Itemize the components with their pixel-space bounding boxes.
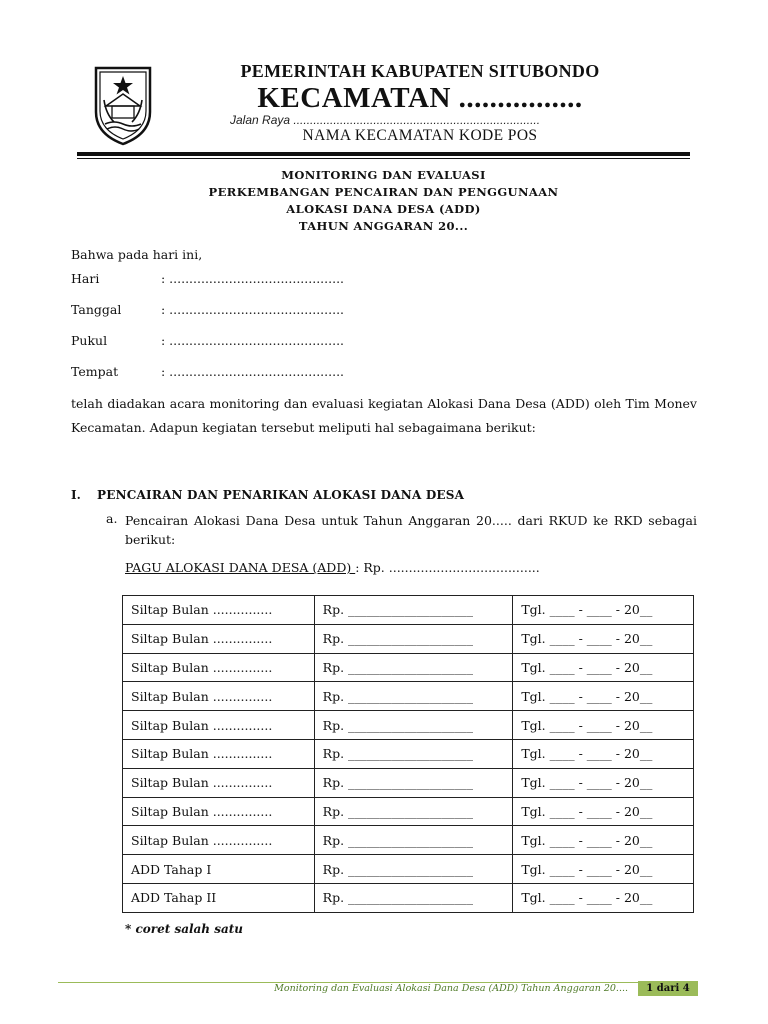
row-amount: Rp. ____________________ (314, 596, 513, 625)
page-number-badge: 1 dari 4 (638, 981, 698, 996)
row-date: Tgl. ____ - ____ - 20__ (513, 624, 694, 653)
table-row (123, 711, 694, 740)
row-label: Siltap Bulan ............... (123, 653, 315, 682)
pagu-line (125, 560, 540, 575)
row-date: Tgl. ____ - ____ - 20__ (513, 797, 694, 826)
row-amount: Rp. ____________________ (314, 624, 513, 653)
field-label-hari: Hari (71, 271, 100, 286)
item-text: Pencairan Alokasi Dana Desa untuk Tahun Anggaran 20..... dari RKUD ke RKD sebagai berikut: (125, 513, 697, 547)
row-date: Tgl. ____ - ____ - 20__ (513, 653, 694, 682)
doc-title-line-3: ALOKASI DANA DESA (ADD) (286, 202, 481, 216)
row-label: Siltap Bulan ............... (123, 797, 315, 826)
field-label-pukul: Pukul (71, 333, 108, 348)
row-label: Siltap Bulan ............... (123, 596, 315, 625)
row-label: Siltap Bulan ............... (123, 768, 315, 797)
row-amount: Rp. ____________________ (314, 739, 513, 768)
table-row (123, 596, 694, 625)
row-label: ADD Tahap II (123, 883, 315, 912)
body-paragraph: telah diadakan acara monitoring dan evaluasi kegiatan Alokasi Dana Desa (ADD) oleh Tim Monev Kecamatan. Adapun kegiatan tersebut meliputi hal sebagaimana berikut: (71, 396, 697, 435)
pagu-label: PAGU ALOKASI DANA DESA (ADD) (125, 560, 356, 575)
government-name: PEMERINTAH KABUPATEN SITUBONDO (240, 61, 600, 81)
field-value-tanggal: : ............................................ (161, 302, 345, 317)
strike-one-note: * coret salah satu (125, 922, 244, 936)
address-line: Jalan Raya .......................................................................... (230, 113, 541, 127)
section-number: I. (71, 488, 81, 502)
table-row (123, 826, 694, 855)
regency-crest-logo (90, 62, 156, 146)
row-date: Tgl. ____ - ____ - 20__ (513, 883, 694, 912)
row-amount: Rp. ____________________ (314, 711, 513, 740)
row-label: Siltap Bulan ............... (123, 826, 315, 855)
row-label: Siltap Bulan ............... (123, 624, 315, 653)
header-rule-thick (77, 152, 690, 156)
pagu-value: : Rp. ...................................... (355, 560, 540, 575)
row-date: Tgl. ____ - ____ - 20__ (513, 768, 694, 797)
table-row (123, 768, 694, 797)
row-date: Tgl. ____ - ____ - 20__ (513, 711, 694, 740)
row-amount: Rp. ____________________ (314, 826, 513, 855)
table-row (123, 682, 694, 711)
header-rule-thin (77, 158, 690, 159)
district-name-postcode: NAMA KECAMATAN KODE POS (302, 127, 538, 144)
crest-icon (90, 62, 156, 146)
row-amount: Rp. ____________________ (314, 653, 513, 682)
row-date: Tgl. ____ - ____ - 20__ (513, 682, 694, 711)
row-date: Tgl. ____ - ____ - 20__ (513, 596, 694, 625)
footer-text: Monitoring dan Evaluasi Alokasi Dana Desa (ADD) Tahun Anggaran 20.... (274, 983, 628, 994)
intro-text: Bahwa pada hari ini, (71, 247, 203, 262)
row-date: Tgl. ____ - ____ - 20__ (513, 739, 694, 768)
row-label: Siltap Bulan ............... (123, 682, 315, 711)
row-amount: Rp. ____________________ (314, 768, 513, 797)
row-label: Siltap Bulan ............... (123, 711, 315, 740)
district-title: KECAMATAN ................ (257, 82, 583, 114)
section-title: PENCAIRAN DAN PENARIKAN ALOKASI DANA DESA (97, 488, 465, 502)
table-row (123, 797, 694, 826)
disbursement-table (122, 595, 694, 913)
field-label-tanggal: Tanggal (71, 302, 122, 317)
table-row (123, 739, 694, 768)
table-row (123, 624, 694, 653)
field-value-pukul: : ............................................ (161, 333, 345, 348)
doc-title-line-1: MONITORING DAN EVALUASI (281, 168, 486, 182)
row-label: Siltap Bulan ............... (123, 739, 315, 768)
row-date: Tgl. ____ - ____ - 20__ (513, 855, 694, 884)
row-amount: Rp. ____________________ (314, 883, 513, 912)
item-marker: a. (106, 511, 118, 526)
row-label: ADD Tahap I (123, 855, 315, 884)
table-row (123, 855, 694, 884)
doc-title-line-2: PERKEMBANGAN PENCAIRAN DAN PENGGUNAAN (208, 185, 559, 199)
field-value-tempat: : ............................................ (161, 364, 345, 379)
row-amount: Rp. ____________________ (314, 855, 513, 884)
table-row (123, 883, 694, 912)
field-value-hari: : ............................................ (161, 271, 345, 286)
row-amount: Rp. ____________________ (314, 797, 513, 826)
table-row (123, 653, 694, 682)
doc-title-line-4: TAHUN ANGGARAN 20... (298, 219, 469, 233)
row-date: Tgl. ____ - ____ - 20__ (513, 826, 694, 855)
field-label-tempat: Tempat (71, 364, 119, 379)
row-amount: Rp. ____________________ (314, 682, 513, 711)
